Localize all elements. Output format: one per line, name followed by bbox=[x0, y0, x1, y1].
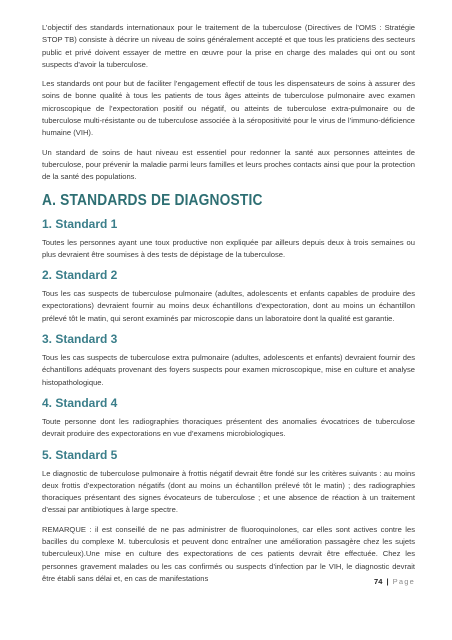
intro-paragraph: Un standard de soins de haut niveau est essentiel pour redonner la santé aux personnes atteintes de tuberculose, pour prévenir la maladie parmi leurs familles et leurs proches contacts ainsi que pour la protection de la santé des populations. bbox=[42, 147, 415, 182]
standard-paragraph: Tous les cas suspects de tuberculose pulmonaire (adultes, adolescents et enfants capables de produire des expectorations) devraient fournir au moins deux échantillons d’expectoration, dont au moins un échantillon prélevé tôt le matin, qui seront examinés par microscopie dans un laboratoire dont la qualité est garantie. bbox=[42, 289, 415, 323]
standard-paragraph: Toute personne dont les radiographies thoraciques présentent des anomalies évocatrices de tuberculose devrait produire des expectorations en vue d’examens microbiologiques. bbox=[42, 416, 415, 439]
standard-heading: 2. Standard 2 bbox=[42, 268, 118, 283]
footer-separator: | bbox=[386, 577, 389, 586]
standard-heading: 5. Standard 5 bbox=[42, 447, 118, 462]
page-footer bbox=[374, 577, 415, 587]
page-content bbox=[42, 22, 415, 592]
section-title: A. STANDARDS DE DIAGNOSTIC bbox=[42, 191, 263, 209]
standard-paragraph: Toutes les personnes ayant une toux productive non expliquée par ailleurs depuis deux à trois semaines ou plus devraient être soumises à des tests de dépistage de la tuberculose. bbox=[42, 237, 415, 259]
page-number: 74 bbox=[374, 577, 383, 586]
standard-paragraph: Tous les cas suspects de tuberculose extra pulmonaire (adultes, adolescents et enfants) devraient fournir des échantillons adéquats provenant des foyers suspects pour examen microscopique, mise en culture et analyse histopathologique. bbox=[42, 353, 415, 387]
page-label: Page bbox=[392, 577, 415, 586]
standard-heading: 1. Standard 1 bbox=[42, 216, 118, 231]
standard-heading: 3. Standard 3 bbox=[42, 332, 118, 347]
remark-paragraph: REMARQUE : il est conseillé de ne pas administrer de fluoroquinolones, car elles sont actives contre les bacilles du complexe M. tuberculosis et peuvent donc entraîner une amélioration passagère chez les sujets tuberculeux).Une mise en culture des expectorations de ces patients devrait être effectuée. Chez les personnes gravement malades ou les cas confirmés ou suspects d’infection par le VIH, le diagnostic devrait être établi sans délai et, en cas de manifestations bbox=[42, 524, 415, 583]
intro-paragraph: Les standards ont pour but de faciliter l’engagement effectif de tous les dispensateurs de soins à assurer des soins de bonne qualité à tous les patients de tous âges atteints de tuberculose pulmonaire avec examen microscopique de l’expectoration positif ou négatif, ou atteints de tuberculose extra-pulmonaire ou de tuberculose multi-résistante ou de tuberculose associée à la séropositivité pour le virus de l’immuno-déficience humaine (VIH). bbox=[42, 79, 415, 138]
standard-heading: 4. Standard 4 bbox=[42, 395, 118, 410]
standard-paragraph: Le diagnostic de tuberculose pulmonaire à frottis négatif devrait être fondé sur les critères suivants : au moins deux frottis d’expectoration négatifs (dont au moins un échantillon prélevé tôt le matin) ; des radiographies thoraciques présentant des signes évocateurs de tuberculose ; et une absence de réaction à un traitement d’essai par antibiotiques à large spectre. bbox=[42, 468, 415, 515]
intro-paragraph: L’objectif des standards internationaux pour le traitement de la tuberculose (Directives de l’OMS : Stratégie STOP TB) consiste à décrire un niveau de soins généralement accepté et que tous les praticiens des secteurs public et privé doivent essayer de mettre en œuvre pour la prise en charge des malades qui ont ou sont suspects d’avoir la tuberculose. bbox=[42, 23, 415, 69]
